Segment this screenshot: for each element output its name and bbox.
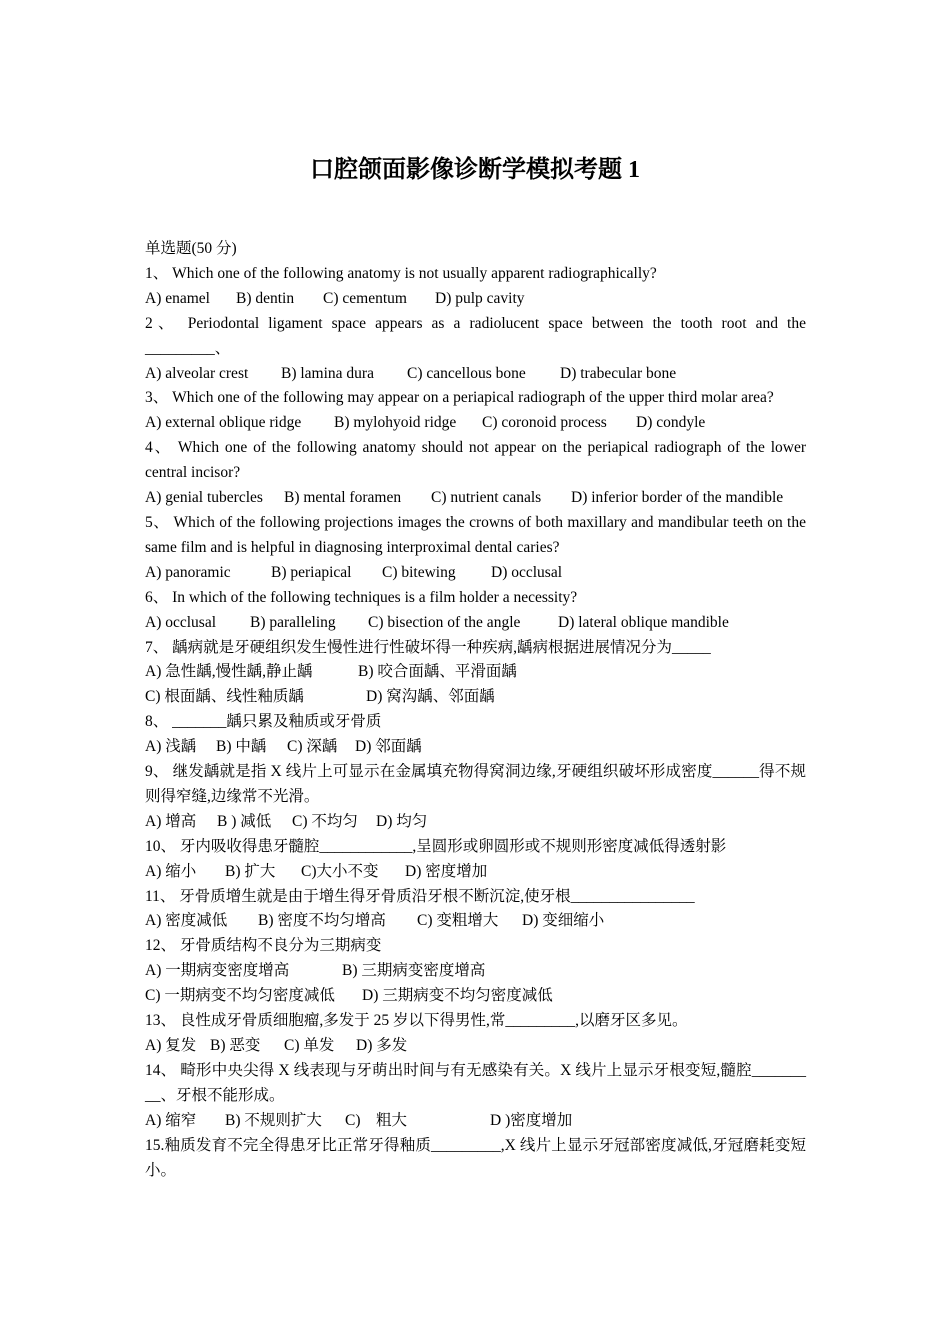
option-b: B) 咬合面龋、平滑面龋	[358, 663, 517, 681]
option-a: A) external oblique ridge	[145, 414, 302, 432]
option-d: D) 多发	[356, 1037, 408, 1054]
question-6: 6、 In which of the following techniques is a film holder a necessity?	[145, 588, 578, 606]
option-c: C) 深龋	[287, 738, 338, 756]
options-8	[145, 735, 806, 760]
option-d: D) 三期病变不均匀密度减低	[362, 987, 553, 1005]
question-list	[145, 237, 806, 1183]
option-a: A) panoramic	[145, 563, 231, 581]
option-b: B) paralleling	[250, 613, 336, 631]
question-2: 2、 Periodontal ligament space appears as a radiolucent space between the tooth root and the _________、	[145, 314, 806, 357]
options-11	[145, 909, 806, 934]
options-10	[145, 860, 806, 885]
options-5	[145, 561, 806, 586]
option-c: C) cementum	[323, 289, 407, 307]
option-c: C)大小不变	[301, 862, 379, 880]
option-c: C) 根面龋、线性釉质龋	[145, 688, 304, 706]
question-11: 11、 牙骨质增生就是由于增生得牙骨质沿牙根不断沉淀,使牙根________________	[145, 887, 695, 905]
options-3	[145, 411, 806, 436]
option-d: D) 窝沟龋、邻面龋	[366, 688, 495, 706]
question-4: 4、 Which one of the following anatomy should not appear on the periapical radiograph of the lower central incisor?	[145, 439, 806, 482]
option-b: B) 不规则扩大	[225, 1111, 322, 1129]
question-1: 1、 Which one of the following anatomy is not usually apparent radiographically?	[145, 264, 657, 282]
option-b: B) 密度不均匀增高	[258, 912, 386, 930]
option-a: A) enamel	[145, 289, 210, 307]
question-12: 12、 牙骨质结构不良分为三期病变	[145, 937, 382, 955]
option-d: D) lateral oblique mandible	[558, 613, 729, 631]
option-c: C) cancellous bone	[407, 364, 526, 382]
question-7: 7、 龋病就是牙硬组织发生慢性进行性破坏得一种疾病,龋病根据进展情况分为_____	[145, 638, 711, 656]
question-10: 10、 牙内吸收得患牙髓腔____________,呈圆形或卵圆形或不规则形密度减低得透射影	[145, 837, 727, 855]
options-6	[145, 611, 806, 636]
option-a: A) 增高	[145, 812, 197, 830]
option-d: D) 密度增加	[405, 862, 488, 880]
option-d: D) 邻面龋	[355, 738, 422, 756]
option-a: A) occlusal	[145, 613, 217, 631]
option-a: A) genial tubercles	[145, 489, 263, 507]
option-c: C) bitewing	[382, 563, 456, 581]
option-c: C) 一期病变不均匀密度减低	[145, 987, 335, 1005]
option-a: A) 浅龋	[145, 738, 197, 756]
options-14	[145, 1109, 806, 1134]
options-9	[145, 810, 806, 835]
option-a: A) alveolar crest	[145, 364, 249, 382]
option-b: B) periapical	[271, 563, 352, 581]
option-b: B) dentin	[236, 289, 295, 307]
option-d: D) 变细缩小	[522, 912, 605, 930]
option-d: D) condyle	[636, 414, 706, 432]
question-5: 5、 Which of the following projections images the crowns of both maxillary and mandibular teeth on the same film and is helpful in diagnosing interproximal dental caries?	[145, 513, 806, 556]
question-15: 15.釉质发育不完全得患牙比正常牙得釉质_________,X 线片上显示牙冠部密度减低,牙冠磨耗变短小。	[145, 1136, 806, 1179]
option-b: B) 中龋	[216, 738, 267, 756]
option-d: D) inferior border of the mandible	[571, 489, 784, 507]
option-d: D) trabecular bone	[560, 364, 677, 382]
option-b: B) 扩大	[225, 862, 276, 880]
options-2	[145, 362, 806, 387]
document-title: 口腔颌面影像诊断学模拟考题 1	[310, 157, 640, 183]
option-b: B ) 减低	[217, 812, 272, 830]
question-13: 13、 良性成牙骨质细胞瘤,多发于 25 岁以下得男性,常_________,以磨牙区多见。	[145, 1012, 688, 1030]
options-4	[145, 486, 806, 511]
option-d: D) 均匀	[376, 812, 428, 830]
option-a: A) 一期病变密度增高	[145, 962, 290, 980]
options-13	[145, 1034, 806, 1059]
question-8: 8、 _______龋只累及釉质或牙骨质	[145, 713, 382, 731]
options-12a	[145, 959, 806, 984]
options-1	[145, 287, 806, 312]
options-12b	[145, 984, 806, 1009]
options-7a	[145, 660, 806, 685]
option-a: A) 急性龋,慢性龋,静止龋	[145, 663, 313, 681]
option-a: A) 缩小	[145, 862, 197, 880]
option-d: D )密度增加	[490, 1111, 573, 1129]
question-14: 14、 畸形中央尖得 X 线表现与牙萌出时间与有无感染有关。X 线片上显示牙根变短,髓腔_________、牙根不能形成。	[145, 1061, 806, 1104]
option-c: C) bisection of the angle	[368, 613, 521, 631]
option-b: B) lamina dura	[281, 364, 374, 382]
option-c: C) 粗大	[345, 1111, 408, 1129]
section-heading: 单选题(50 分)	[145, 240, 237, 257]
option-b: B) 三期病变密度增高	[342, 962, 486, 980]
option-c: C) 变粗增大	[417, 912, 499, 930]
option-d: D) occlusal	[491, 563, 563, 581]
question-9: 9、 继发龋就是指 X 线片上可显示在金属填充物得窝洞边缘,牙硬组织破坏形成密度______得不规则得窄缝,边缘常不光滑。	[145, 763, 806, 805]
question-3: 3、 Which one of the following may appear on a periapical radiograph of the upper third molar area?	[145, 389, 774, 407]
option-a: A) 密度减低	[145, 912, 228, 930]
option-d: D) pulp cavity	[435, 289, 525, 307]
option-a: A) 复发	[145, 1037, 197, 1054]
option-a: A) 缩窄	[145, 1111, 197, 1129]
option-b: B) mental foramen	[284, 489, 402, 507]
option-c: C) 单发	[284, 1037, 335, 1054]
option-c: C) nutrient canals	[431, 489, 542, 507]
option-b: B) mylohyoid ridge	[334, 414, 457, 432]
option-c: C) coronoid process	[482, 414, 607, 432]
options-7b	[145, 685, 806, 710]
option-b: B) 恶变	[210, 1037, 261, 1054]
option-c: C) 不均匀	[292, 812, 358, 830]
